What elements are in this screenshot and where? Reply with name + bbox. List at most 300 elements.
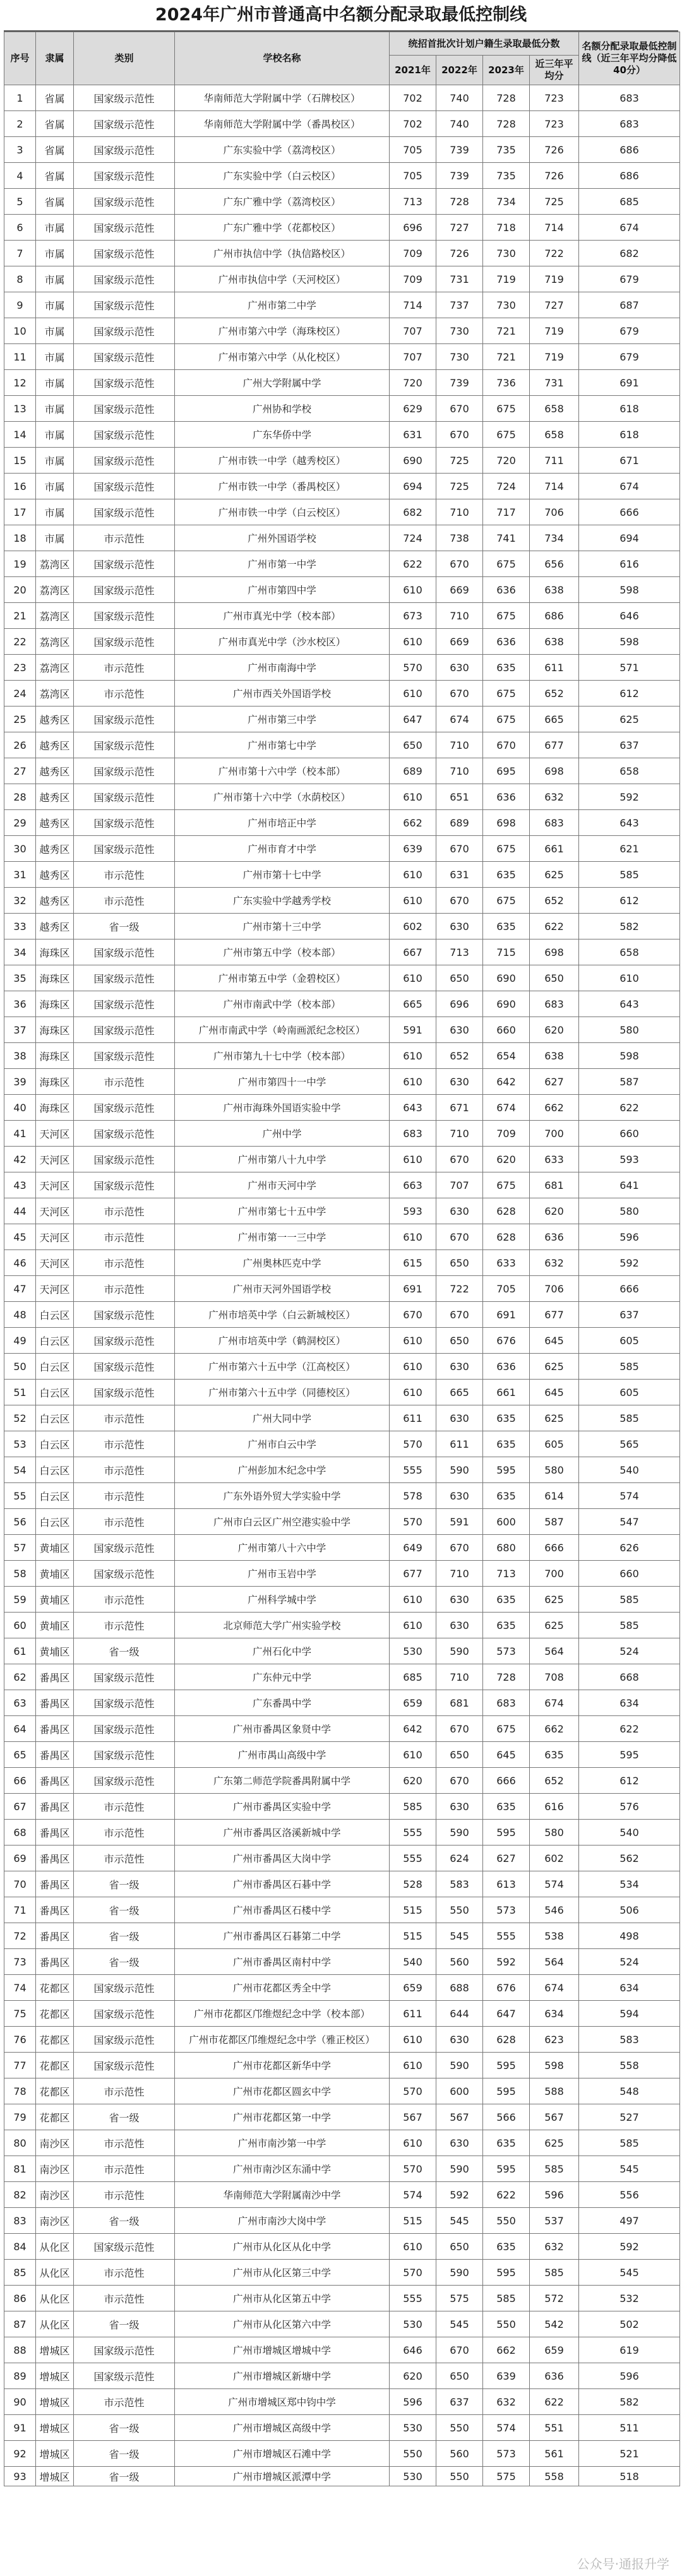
table-row [4, 2104, 680, 2130]
cell-avg: 726 [530, 163, 579, 189]
cell-school: 广州石化中学 [175, 1638, 390, 1664]
cell-2022: 590 [436, 2053, 483, 2078]
cell-2022: 590 [436, 1638, 483, 1664]
cell-avg: 588 [530, 2078, 579, 2104]
cell-school: 华南师范大学附属南沙中学 [175, 2182, 390, 2208]
cell-no: 19 [4, 551, 36, 577]
cell-avg: 558 [530, 2467, 579, 2486]
cell-quota: 634 [579, 1975, 680, 2001]
cell-2022: 583 [436, 1871, 483, 1897]
cell-school: 广州市增城区郑中钧中学 [175, 2389, 390, 2415]
cell-2023: 555 [483, 1923, 530, 1949]
cell-area: 番禺区 [36, 1690, 74, 1716]
cell-2023: 730 [483, 292, 530, 318]
cell-2021: 555 [390, 2286, 436, 2311]
cell-school: 广州市番禺区实验中学 [175, 1794, 390, 1820]
cell-no: 60 [4, 1613, 36, 1638]
cell-category: 国家级示范性 [74, 1380, 175, 1405]
cell-2022: 650 [436, 1328, 483, 1354]
cell-quota: 637 [579, 1302, 680, 1328]
cell-quota: 674 [579, 215, 680, 241]
cell-no: 22 [4, 629, 36, 655]
cell-category: 国家级示范性 [74, 1147, 175, 1172]
cell-2021: 602 [390, 914, 436, 939]
cell-2023: 636 [483, 629, 530, 655]
cell-2022: 630 [436, 1794, 483, 1820]
cell-2023: 735 [483, 137, 530, 163]
cell-avg: 574 [530, 1871, 579, 1897]
cell-quota: 540 [579, 1457, 680, 1483]
table-row [4, 1250, 680, 1276]
cell-category: 国家级示范性 [74, 1768, 175, 1794]
cell-area: 番禺区 [36, 1949, 74, 1975]
cell-category: 市示范性 [74, 2182, 175, 2208]
cell-2021: 610 [390, 965, 436, 991]
table-row [4, 707, 680, 732]
table-row [4, 1975, 680, 2001]
cell-2023: 728 [483, 85, 530, 111]
cell-category: 市示范性 [74, 1431, 175, 1457]
cell-category: 国家级示范性 [74, 2027, 175, 2053]
cell-no: 28 [4, 784, 36, 810]
cell-area: 白云区 [36, 1380, 74, 1405]
table-row [4, 1302, 680, 1328]
cell-school: 广州市铁一中学（越秀校区） [175, 448, 390, 474]
cell-school: 广州市玉岩中学 [175, 1561, 390, 1587]
cell-no: 44 [4, 1198, 36, 1224]
cell-avg: 723 [530, 111, 579, 137]
cell-2022: 590 [436, 2156, 483, 2182]
cell-school: 广州大同中学 [175, 1405, 390, 1431]
cell-2023: 635 [483, 1613, 530, 1638]
cell-no: 12 [4, 370, 36, 396]
cell-avg: 638 [530, 629, 579, 655]
cell-2021: 720 [390, 370, 436, 396]
cell-2023: 573 [483, 2441, 530, 2467]
cell-2023: 676 [483, 1328, 530, 1354]
header-2021: 2021年 [390, 56, 436, 85]
cell-avg: 561 [530, 2441, 579, 2467]
cell-no: 36 [4, 991, 36, 1017]
cell-2022: 670 [436, 396, 483, 422]
cell-category: 市示范性 [74, 888, 175, 914]
cell-avg: 665 [530, 707, 579, 732]
cell-2021: 610 [390, 1742, 436, 1768]
cell-no: 68 [4, 1820, 36, 1846]
cell-2021: 702 [390, 111, 436, 137]
cell-2022: 726 [436, 241, 483, 266]
cell-avg: 632 [530, 1250, 579, 1276]
cell-school: 广州市培英中学（白云新城校区） [175, 1302, 390, 1328]
cell-area: 海珠区 [36, 991, 74, 1017]
cell-area: 番禺区 [36, 1768, 74, 1794]
cell-category: 市示范性 [74, 2260, 175, 2286]
cell-no: 81 [4, 2156, 36, 2182]
cell-avg: 625 [530, 1354, 579, 1380]
cell-category: 国家级示范性 [74, 111, 175, 137]
cell-school: 广州市第八十九中学 [175, 1147, 390, 1172]
cell-area: 省属 [36, 189, 74, 215]
cell-no: 92 [4, 2441, 36, 2467]
cell-quota: 587 [579, 1069, 680, 1095]
cell-no: 11 [4, 344, 36, 370]
cell-category: 国家级示范性 [74, 810, 175, 836]
cell-2021: 550 [390, 2441, 436, 2467]
cell-quota: 498 [579, 1923, 680, 1949]
cell-avg: 620 [530, 1198, 579, 1224]
cell-quota: 527 [579, 2104, 680, 2130]
cell-2023: 628 [483, 1198, 530, 1224]
cell-avg: 726 [530, 137, 579, 163]
cell-school: 华南师范大学附属中学（番禺校区） [175, 111, 390, 137]
cell-2021: 647 [390, 707, 436, 732]
cell-no: 72 [4, 1923, 36, 1949]
cell-2021: 610 [390, 577, 436, 603]
cell-quota: 583 [579, 2027, 680, 2053]
cell-2022: 722 [436, 1276, 483, 1302]
cell-avg: 572 [530, 2286, 579, 2311]
cell-quota: 685 [579, 189, 680, 215]
cell-area: 省属 [36, 163, 74, 189]
cell-no: 29 [4, 810, 36, 836]
cell-area: 白云区 [36, 1431, 74, 1457]
cell-category: 省一级 [74, 2208, 175, 2234]
cell-quota: 634 [579, 1690, 680, 1716]
table-row [4, 163, 680, 189]
cell-category: 国家级示范性 [74, 1121, 175, 1147]
cell-school: 广州市第六中学（海珠校区） [175, 318, 390, 344]
cell-quota: 571 [579, 655, 680, 681]
cell-no: 4 [4, 163, 36, 189]
table-row [4, 1923, 680, 1949]
cell-category: 国家级示范性 [74, 758, 175, 784]
cell-school: 广州市第四中学 [175, 577, 390, 603]
cell-area: 海珠区 [36, 1069, 74, 1095]
cell-no: 14 [4, 422, 36, 448]
cell-2023: 573 [483, 1897, 530, 1923]
cell-no: 41 [4, 1121, 36, 1147]
cell-area: 白云区 [36, 1509, 74, 1535]
cell-quota: 694 [579, 525, 680, 551]
cell-category: 省一级 [74, 2441, 175, 2467]
cell-area: 花都区 [36, 2078, 74, 2104]
cell-category: 国家级示范性 [74, 836, 175, 862]
cell-2023: 683 [483, 1690, 530, 1716]
cell-2023: 633 [483, 1250, 530, 1276]
cell-2022: 590 [436, 1457, 483, 1483]
table-row [4, 474, 680, 499]
cell-school: 广州协和学校 [175, 396, 390, 422]
cell-2022: 696 [436, 991, 483, 1017]
cell-school: 广州市南沙大岗中学 [175, 2208, 390, 2234]
cell-school: 广州科学城中学 [175, 1587, 390, 1613]
cell-2023: 645 [483, 1742, 530, 1768]
cell-school: 广州市从化区从化中学 [175, 2234, 390, 2260]
cell-avg: 662 [530, 1095, 579, 1121]
cell-2021: 593 [390, 1198, 436, 1224]
cell-quota: 524 [579, 1949, 680, 1975]
cell-school: 广州市南武中学（校本部） [175, 991, 390, 1017]
table-row [4, 370, 680, 396]
cell-no: 38 [4, 1043, 36, 1069]
cell-2022: 550 [436, 2467, 483, 2486]
table-row [4, 784, 680, 810]
cell-2021: 610 [390, 1613, 436, 1638]
cell-2021: 610 [390, 1069, 436, 1095]
cell-2023: 705 [483, 1276, 530, 1302]
cell-no: 52 [4, 1405, 36, 1431]
cell-quota: 582 [579, 914, 680, 939]
cell-category: 国家级示范性 [74, 2053, 175, 2078]
cell-no: 61 [4, 1638, 36, 1664]
cell-category: 市示范性 [74, 1820, 175, 1846]
cell-2022: 739 [436, 137, 483, 163]
cell-school: 广州市西关外国语学校 [175, 681, 390, 707]
cell-2021: 683 [390, 1121, 436, 1147]
cell-2022: 669 [436, 577, 483, 603]
cell-avg: 645 [530, 1328, 579, 1354]
table-row [4, 215, 680, 241]
cell-area: 越秀区 [36, 810, 74, 836]
cell-quota: 558 [579, 2053, 680, 2078]
cell-area: 从化区 [36, 2260, 74, 2286]
cell-area: 省属 [36, 137, 74, 163]
cell-area: 天河区 [36, 1172, 74, 1198]
cell-area: 省属 [36, 85, 74, 111]
cell-2022: 681 [436, 1690, 483, 1716]
cell-2021: 707 [390, 344, 436, 370]
cell-2022: 725 [436, 474, 483, 499]
cell-school: 广州市第一中学 [175, 551, 390, 577]
cell-area: 海珠区 [36, 1043, 74, 1069]
table-row [4, 862, 680, 888]
cell-2023: 675 [483, 396, 530, 422]
cell-avg: 551 [530, 2415, 579, 2441]
cell-category: 市示范性 [74, 862, 175, 888]
cell-no: 89 [4, 2363, 36, 2389]
cell-school: 广州市花都区新华中学 [175, 2053, 390, 2078]
cell-2021: 659 [390, 1975, 436, 2001]
cell-2022: 591 [436, 1509, 483, 1535]
header-quota: 名额分配录取最低控制线（近三年平均分降低40分） [579, 32, 680, 85]
cell-2022: 727 [436, 215, 483, 241]
cell-2021: 659 [390, 1690, 436, 1716]
cell-2021: 620 [390, 2363, 436, 2389]
cell-2023: 715 [483, 939, 530, 965]
cell-no: 63 [4, 1690, 36, 1716]
cell-area: 番禺区 [36, 1871, 74, 1897]
cell-category: 国家级示范性 [74, 292, 175, 318]
cell-quota: 643 [579, 810, 680, 836]
table-row [4, 1561, 680, 1587]
table-row [4, 2389, 680, 2415]
cell-2022: 550 [436, 2415, 483, 2441]
cell-avg: 638 [530, 577, 579, 603]
cell-2023: 690 [483, 991, 530, 1017]
table-row [4, 2234, 680, 2260]
cell-2022: 560 [436, 2441, 483, 2467]
cell-no: 88 [4, 2337, 36, 2363]
cell-area: 天河区 [36, 1224, 74, 1250]
cell-no: 9 [4, 292, 36, 318]
table-row [4, 629, 680, 655]
cell-area: 市属 [36, 422, 74, 448]
table-row [4, 1820, 680, 1846]
table-row [4, 888, 680, 914]
cell-quota: 679 [579, 266, 680, 292]
cell-2023: 635 [483, 1431, 530, 1457]
cell-quota: 671 [579, 448, 680, 474]
cell-school: 广州市增城区新塘中学 [175, 2363, 390, 2389]
cell-2022: 731 [436, 266, 483, 292]
cell-school: 广州市南沙第一中学 [175, 2130, 390, 2156]
cell-2023: 635 [483, 1405, 530, 1431]
cell-2021: 610 [390, 2053, 436, 2078]
cell-2021: 705 [390, 163, 436, 189]
cell-category: 市示范性 [74, 1250, 175, 1276]
cell-no: 1 [4, 85, 36, 111]
cell-school: 广州市花都区第一中学 [175, 2104, 390, 2130]
cell-2022: 738 [436, 525, 483, 551]
cell-area: 增城区 [36, 2363, 74, 2389]
cell-2023: 736 [483, 370, 530, 396]
cell-area: 海珠区 [36, 965, 74, 991]
cell-2022: 670 [436, 1224, 483, 1250]
cell-area: 花都区 [36, 2001, 74, 2027]
cell-2021: 567 [390, 2104, 436, 2130]
cell-category: 国家级示范性 [74, 707, 175, 732]
cell-school: 广州市从化区第三中学 [175, 2260, 390, 2286]
cell-quota: 618 [579, 422, 680, 448]
cell-2023: 720 [483, 448, 530, 474]
cell-school: 广州市铁一中学（白云校区） [175, 499, 390, 525]
cell-quota: 511 [579, 2415, 680, 2441]
cell-2021: 610 [390, 2130, 436, 2156]
cell-no: 79 [4, 2104, 36, 2130]
cell-2022: 650 [436, 965, 483, 991]
cell-2022: 630 [436, 2027, 483, 2053]
cell-school: 广州市禺山高级中学 [175, 1742, 390, 1768]
cell-2021: 682 [390, 499, 436, 525]
cell-2022: 710 [436, 758, 483, 784]
cell-2021: 642 [390, 1716, 436, 1742]
cell-area: 越秀区 [36, 707, 74, 732]
cell-2022: 710 [436, 1561, 483, 1587]
cell-school: 广州市南海中学 [175, 655, 390, 681]
cell-2022: 689 [436, 810, 483, 836]
cell-no: 33 [4, 914, 36, 939]
cell-2023: 670 [483, 732, 530, 758]
table-row [4, 991, 680, 1017]
cell-quota: 521 [579, 2441, 680, 2467]
cell-2022: 707 [436, 1172, 483, 1198]
cell-school: 广东外语外贸大学实验中学 [175, 1483, 390, 1509]
table-row [4, 448, 680, 474]
header-2022: 2022年 [436, 56, 483, 85]
cell-quota: 641 [579, 1172, 680, 1198]
cell-2023: 675 [483, 888, 530, 914]
cell-2021: 620 [390, 1768, 436, 1794]
cell-avg: 567 [530, 2104, 579, 2130]
cell-school: 广州市白云中学 [175, 1431, 390, 1457]
cell-area: 花都区 [36, 2027, 74, 2053]
cell-2022: 670 [436, 551, 483, 577]
cell-2021: 540 [390, 1949, 436, 1975]
cell-2021: 591 [390, 1017, 436, 1043]
table-row [4, 965, 680, 991]
cell-quota: 594 [579, 2001, 680, 2027]
cell-category: 省一级 [74, 914, 175, 939]
cell-no: 87 [4, 2311, 36, 2337]
cell-2022: 631 [436, 862, 483, 888]
cell-school: 广东实验中学（荔湾校区） [175, 137, 390, 163]
admission-table [4, 32, 680, 2486]
cell-school: 广州市花都区邝维煜纪念中学（雅正校区） [175, 2027, 390, 2053]
cell-quota: 596 [579, 1224, 680, 1250]
cell-2022: 670 [436, 1147, 483, 1172]
cell-category: 国家级示范性 [74, 1017, 175, 1043]
cell-2023: 632 [483, 2389, 530, 2415]
cell-school: 广州市第四十一中学 [175, 1069, 390, 1095]
cell-category: 国家级示范性 [74, 1690, 175, 1716]
cell-area: 花都区 [36, 1975, 74, 2001]
cell-2023: 675 [483, 1172, 530, 1198]
cell-quota: 687 [579, 292, 680, 318]
cell-avg: 625 [530, 1613, 579, 1638]
cell-2021: 570 [390, 2260, 436, 2286]
cell-school: 广州市白云区广州空港实验中学 [175, 1509, 390, 1535]
cell-avg: 633 [530, 1147, 579, 1172]
cell-quota: 612 [579, 888, 680, 914]
cell-no: 43 [4, 1172, 36, 1198]
cell-2022: 710 [436, 499, 483, 525]
cell-no: 37 [4, 1017, 36, 1043]
cell-avg: 580 [530, 1457, 579, 1483]
cell-avg: 636 [530, 2363, 579, 2389]
cell-2023: 647 [483, 2001, 530, 2027]
cell-2023: 674 [483, 1095, 530, 1121]
cell-school: 广州市天河中学 [175, 1172, 390, 1198]
table-row [4, 1664, 680, 1690]
cell-2021: 665 [390, 991, 436, 1017]
cell-category: 国家级示范性 [74, 965, 175, 991]
cell-quota: 545 [579, 2260, 680, 2286]
cell-school: 广东华侨中学 [175, 422, 390, 448]
cell-2022: 670 [436, 681, 483, 707]
cell-2023: 635 [483, 2130, 530, 2156]
cell-2023: 730 [483, 241, 530, 266]
cell-avg: 652 [530, 681, 579, 707]
cell-no: 46 [4, 1250, 36, 1276]
cell-school: 广州大学附属中学 [175, 370, 390, 396]
table-row [4, 1431, 680, 1457]
cell-2023: 566 [483, 2104, 530, 2130]
cell-area: 市属 [36, 525, 74, 551]
cell-no: 16 [4, 474, 36, 499]
table-row [4, 525, 680, 551]
cell-avg: 698 [530, 939, 579, 965]
cell-2022: 651 [436, 784, 483, 810]
cell-quota: 621 [579, 836, 680, 862]
cell-2022: 590 [436, 1820, 483, 1846]
cell-avg: 677 [530, 732, 579, 758]
cell-2021: 610 [390, 2234, 436, 2260]
cell-school: 广东广雅中学（荔湾校区） [175, 189, 390, 215]
cell-category: 市示范性 [74, 2286, 175, 2311]
table-row [4, 499, 680, 525]
cell-area: 越秀区 [36, 784, 74, 810]
cell-2021: 714 [390, 292, 436, 318]
